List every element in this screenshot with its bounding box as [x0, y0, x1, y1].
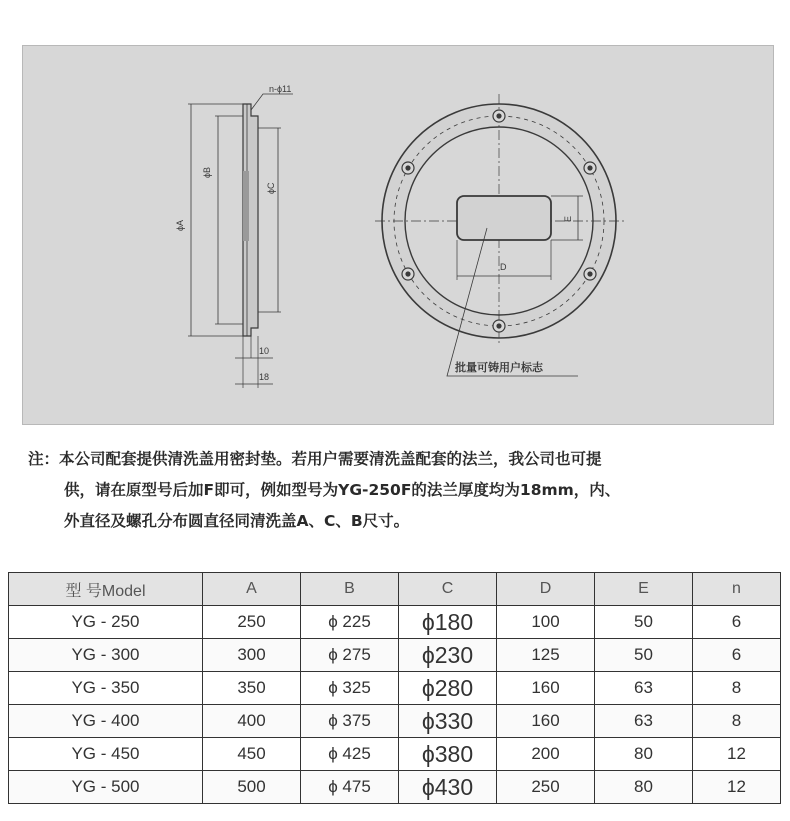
- table-row: [9, 705, 781, 738]
- header-b: B: [301, 573, 399, 606]
- cell-d: 100: [497, 606, 595, 639]
- header-a: A: [203, 573, 301, 606]
- cell-c: ϕ180: [399, 606, 497, 639]
- cell-a: 300: [203, 639, 301, 672]
- thickness-10-label: 10: [259, 346, 270, 356]
- header-e: E: [595, 573, 693, 606]
- dim-b-label: ϕB: [202, 166, 212, 178]
- cell-n: 8: [693, 705, 781, 738]
- cell-e: 63: [595, 672, 693, 705]
- cell-model: YG - 350: [9, 672, 203, 705]
- table-row: [9, 606, 781, 639]
- marking-plate: [457, 196, 551, 240]
- cell-b: ϕ 275: [301, 639, 399, 672]
- spec-table: [8, 572, 781, 804]
- cell-a: 450: [203, 738, 301, 771]
- cell-a: 350: [203, 672, 301, 705]
- cell-b: ϕ 225: [301, 606, 399, 639]
- dim-a-label: ϕA: [175, 219, 185, 231]
- cell-b: ϕ 425: [301, 738, 399, 771]
- cell-d: 125: [497, 639, 595, 672]
- cell-n: 12: [693, 738, 781, 771]
- cell-c: ϕ330: [399, 705, 497, 738]
- header-model: 型 号Model: [9, 573, 203, 606]
- cell-c: ϕ230: [399, 639, 497, 672]
- thickness-18-label: 18: [259, 372, 270, 382]
- cell-model: YG - 250: [9, 606, 203, 639]
- cell-model: YG - 500: [9, 771, 203, 804]
- cell-e: 63: [595, 705, 693, 738]
- cell-n: 8: [693, 672, 781, 705]
- table-row: [9, 639, 781, 672]
- cell-e: 50: [595, 606, 693, 639]
- note-line-2: 供，请在原型号后加F即可，例如型号为YG-250F的法兰厚度均为18mm，内、: [64, 481, 621, 499]
- table-row: [9, 672, 781, 705]
- cell-model: YG - 450: [9, 738, 203, 771]
- cell-b: ϕ 375: [301, 705, 399, 738]
- table-row: [9, 738, 781, 771]
- header-n: n: [693, 573, 781, 606]
- dim-d-label: D: [500, 262, 507, 272]
- cell-b: ϕ 325: [301, 672, 399, 705]
- table-row: [9, 771, 781, 804]
- dim-e-label: E: [563, 215, 573, 222]
- note-paragraph: [28, 444, 768, 537]
- cell-c: ϕ430: [399, 771, 497, 804]
- dim-c-label: ϕC: [266, 182, 276, 194]
- cell-d: 160: [497, 672, 595, 705]
- header-c: C: [399, 573, 497, 606]
- cell-e: 50: [595, 639, 693, 672]
- note-line-3: 外直径及螺孔分布圆直径同清洗盖A、C、B尺寸。: [64, 512, 410, 530]
- cell-d: 200: [497, 738, 595, 771]
- cell-a: 400: [203, 705, 301, 738]
- cell-model: YG - 400: [9, 705, 203, 738]
- cell-e: 80: [595, 738, 693, 771]
- technical-drawing: [22, 45, 774, 425]
- header-d: D: [497, 573, 595, 606]
- cell-model: YG - 300: [9, 639, 203, 672]
- cell-d: 250: [497, 771, 595, 804]
- cell-c: ϕ380: [399, 738, 497, 771]
- cell-e: 80: [595, 771, 693, 804]
- cell-a: 250: [203, 606, 301, 639]
- cell-n: 6: [693, 639, 781, 672]
- hole-label: n-ϕ11: [269, 84, 292, 94]
- note-line-1: 注：本公司配套提供清洗盖用密封垫。若用户需要清洗盖配套的法兰，我公司也可提: [28, 450, 602, 468]
- cell-n: 6: [693, 606, 781, 639]
- cell-c: ϕ280: [399, 672, 497, 705]
- drawing-svg: [23, 46, 775, 426]
- cell-a: 500: [203, 771, 301, 804]
- cell-d: 160: [497, 705, 595, 738]
- cell-n: 12: [693, 771, 781, 804]
- marking-note-label: 批量可铸用户标志: [455, 361, 543, 374]
- cell-b: ϕ 475: [301, 771, 399, 804]
- table-header-row: [9, 573, 781, 606]
